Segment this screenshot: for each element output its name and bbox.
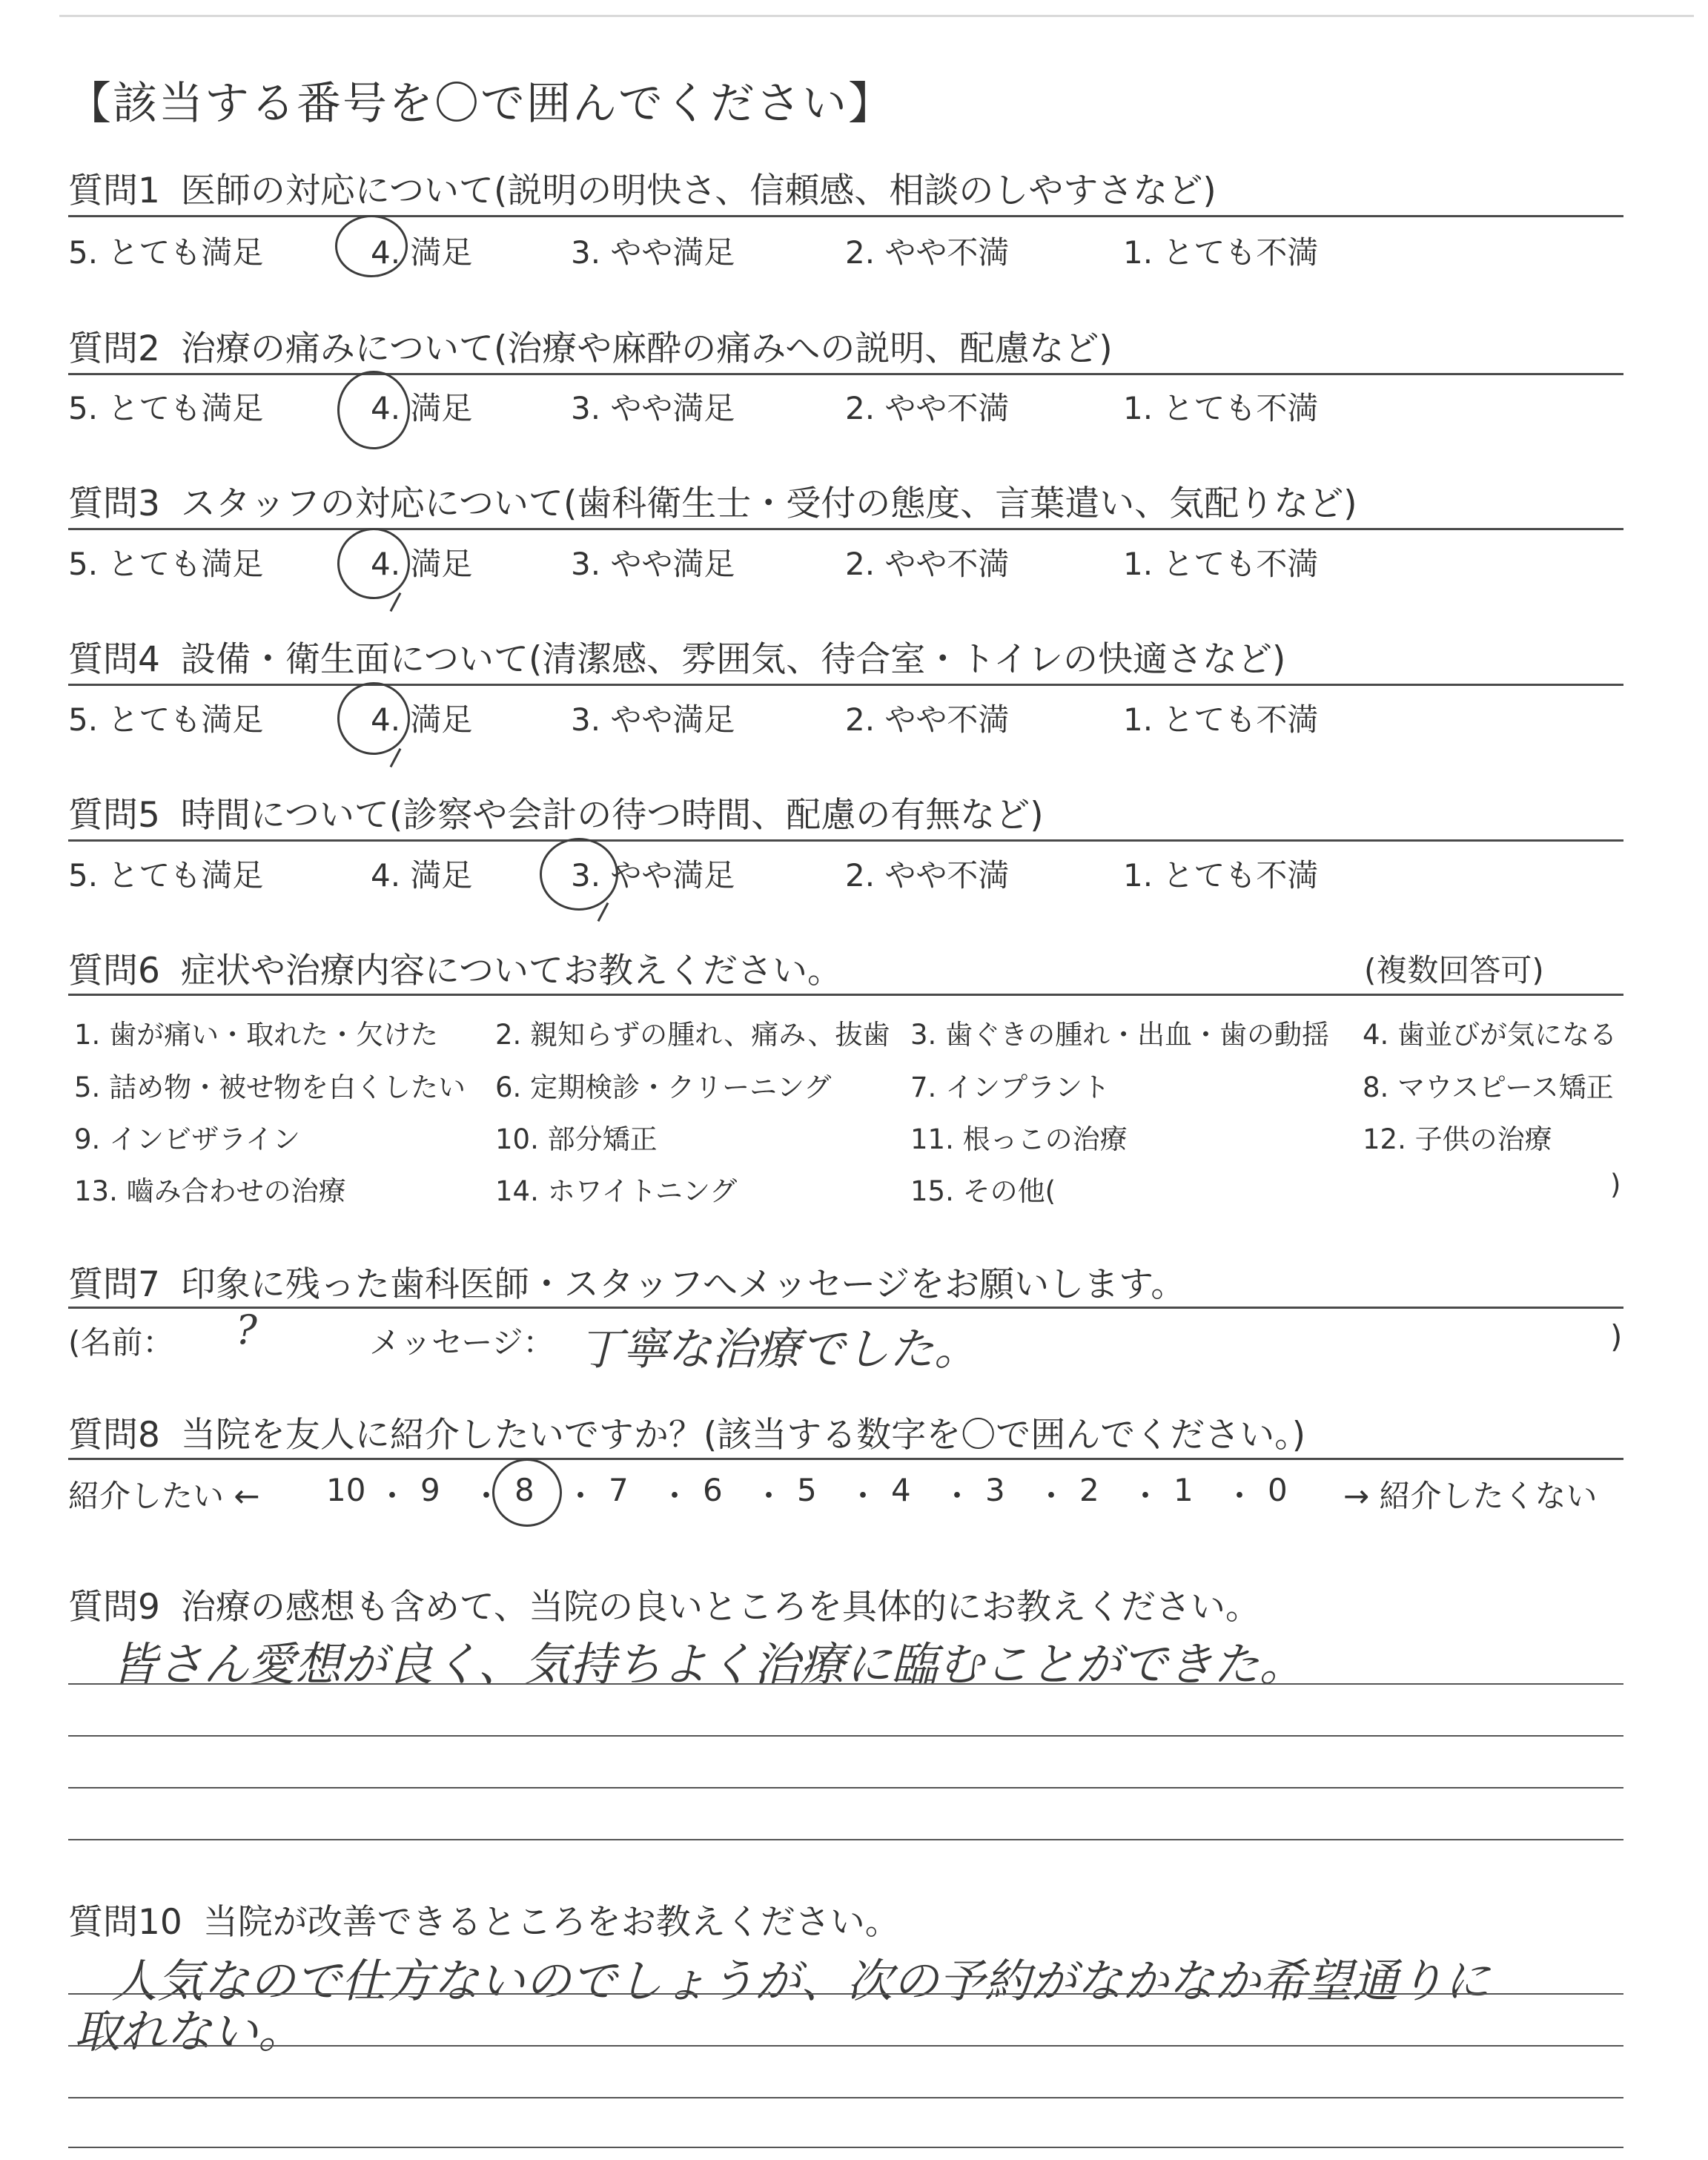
q8-scale-separator: ・ (471, 1478, 503, 1514)
q6-option-4[interactable]: 4. 歯並びが気になる (1363, 1019, 1618, 1051)
q2-option-4[interactable]: 4. 満足 (371, 390, 473, 426)
q6-option-14[interactable]: 14. ホワイトニング (495, 1175, 738, 1207)
q5-option-4[interactable]: 4. 満足 (371, 857, 473, 894)
q10-line-2 (68, 2045, 1623, 2047)
q3-option-2[interactable]: 2. やや不満 (845, 546, 1010, 582)
q6-option-11[interactable]: 11. 根っこの治療 (910, 1123, 1128, 1155)
q5-selection-circle (540, 838, 618, 911)
form-header: 【該当する番号を〇で囲んでください】 (67, 78, 894, 130)
q10-answer-line-1[interactable]: 人気なので仕方ないのでしょうが、次の予約がなかなか希望通りに (111, 1954, 1491, 2008)
question-4-rule (68, 684, 1623, 686)
q7-message-value[interactable]: 丁寧な治療でした。 (578, 1324, 979, 1375)
q1-option-3[interactable]: 3. やや満足 (571, 234, 735, 271)
question-1-title: 質問1 医師の対応について(説明の明快さ、信頼感、相談のしやすさなど) (68, 171, 1217, 211)
q1-option-5[interactable]: 5. とても満足 (68, 234, 264, 271)
q2-option-1[interactable]: 1. とても不満 (1123, 390, 1319, 426)
q1-option-1[interactable]: 1. とても不満 (1123, 234, 1319, 271)
q8-scale-value-0[interactable]: 0 (1268, 1472, 1288, 1508)
q10-line-3 (68, 2097, 1623, 2098)
q4-option-4[interactable]: 4. 満足 (371, 701, 473, 738)
q8-scale-value-2[interactable]: 2 (1079, 1472, 1099, 1508)
q8-left-label: 紹介したい ← (68, 1478, 260, 1514)
q1-selection-circle (335, 215, 408, 277)
q3-circle-tail (390, 592, 402, 612)
q8-scale-separator: ・ (377, 1478, 408, 1514)
q2-option-5[interactable]: 5. とても満足 (68, 390, 264, 426)
q8-scale-value-4[interactable]: 4 (891, 1472, 911, 1508)
q4-option-1[interactable]: 1. とても不満 (1123, 701, 1319, 738)
q8-scale-separator: ・ (847, 1478, 879, 1514)
q6-multiple-note: (複数回答可) (1364, 952, 1544, 988)
q8-scale-value-1[interactable]: 1 (1174, 1472, 1194, 1508)
question-7-title: 質問7 印象に残った歯科医師・スタッフへメッセージをお願いします。 (68, 1264, 1186, 1305)
q8-scale-separator: ・ (565, 1478, 597, 1514)
q6-option-13[interactable]: 13. 嚙み合わせの治療 (74, 1175, 346, 1207)
q4-option-5[interactable]: 5. とても満足 (68, 701, 264, 738)
q2-selection-circle (337, 371, 410, 449)
q6-option-15[interactable]: 15. その他( (910, 1175, 1056, 1207)
q8-scale-value-8[interactable]: 8 (514, 1472, 534, 1508)
q4-circle-tail (390, 748, 402, 767)
q8-scale-value-6[interactable]: 6 (703, 1472, 723, 1508)
q6-option-1[interactable]: 1. 歯が痛い・取れた・欠けた (74, 1019, 439, 1051)
q9-answer[interactable]: 皆さん愛想が良く、気持ちよく治療に臨むことができた。 (111, 1637, 1305, 1691)
q5-option-3[interactable]: 3. やや満足 (571, 857, 735, 894)
q5-option-1[interactable]: 1. とても不満 (1123, 857, 1319, 894)
question-8-title: 質問8 当院を友人に紹介したいですか？(該当する数字を〇で囲んでください。) (68, 1415, 1306, 1456)
q3-option-3[interactable]: 3. やや満足 (571, 546, 735, 582)
q4-option-2[interactable]: 2. やや不満 (845, 701, 1010, 738)
q3-option-4[interactable]: 4. 満足 (371, 546, 473, 582)
q1-option-2[interactable]: 2. やや不満 (845, 234, 1010, 271)
q3-selection-circle (337, 528, 410, 599)
q9-line-3 (68, 1787, 1623, 1789)
q6-option-5[interactable]: 5. 詰め物・被せ物を白くしたい (74, 1071, 466, 1103)
q8-scale-separator: ・ (659, 1478, 691, 1514)
question-5-rule (68, 839, 1623, 842)
question-10-title: 質問10 当院が改善できるところをお教えください。 (68, 1902, 900, 1943)
q1-option-4[interactable]: 4. 満足 (371, 234, 473, 271)
q8-scale-separator: ・ (1224, 1478, 1256, 1514)
q3-option-5[interactable]: 5. とても満足 (68, 546, 264, 582)
question-5-title: 質問5 時間について(診察や会計の待つ時間、配慮の有無など) (68, 795, 1044, 836)
question-9-title: 質問9 治療の感想も含めて、当院の良いところを具体的にお教えください。 (68, 1587, 1260, 1628)
q8-scale-value-9[interactable]: 9 (420, 1472, 440, 1508)
q8-scale-value-7[interactable]: 7 (609, 1472, 629, 1508)
q8-scale-separator: ・ (753, 1478, 785, 1514)
q2-option-3[interactable]: 3. やや満足 (571, 390, 735, 426)
q6-option-8[interactable]: 8. マウスピース矯正 (1363, 1071, 1614, 1103)
q10-answer-line-2[interactable]: 取れない。 (74, 2004, 305, 2058)
q4-option-3[interactable]: 3. やや満足 (571, 701, 735, 738)
q6-option-2[interactable]: 2. 親知らずの腫れ、痛み、抜歯 (495, 1019, 890, 1051)
question-4-title: 質問4 設備・衛生面について(清潔感、雰囲気、待合室・トイレの快適さなど) (68, 639, 1286, 680)
question-6-rule (68, 994, 1623, 996)
q9-line-4 (68, 1839, 1623, 1840)
q8-scale-value-5[interactable]: 5 (797, 1472, 817, 1508)
q9-line-1 (68, 1683, 1623, 1685)
question-8-rule (68, 1458, 1623, 1460)
q6-option-7[interactable]: 7. インプラント (910, 1071, 1110, 1103)
q10-line-4 (68, 2147, 1623, 2148)
q7-name-label: (名前： (68, 1324, 174, 1361)
question-6-title: 質問6 症状や治療内容についてお教えください。 (68, 951, 842, 991)
question-7-rule (68, 1307, 1623, 1309)
question-3-rule (68, 528, 1623, 530)
q6-option-3[interactable]: 3. 歯ぐきの腫れ・出血・歯の動揺 (910, 1019, 1330, 1051)
q6-option-6[interactable]: 6. 定期検診・クリーニング (495, 1071, 832, 1103)
q6-option-15-close: ) (1610, 1169, 1621, 1200)
q8-scale-value-10[interactable]: 10 (326, 1472, 366, 1508)
question-2-rule (68, 373, 1623, 375)
question-1-rule (68, 215, 1623, 217)
q9-line-2 (68, 1735, 1623, 1737)
q5-option-5[interactable]: 5. とても満足 (68, 857, 264, 894)
question-3-title: 質問3 スタッフの対応について(歯科衛生士・受付の態度、言葉遣い、気配りなど) (68, 483, 1357, 524)
q4-selection-circle (337, 682, 410, 755)
q8-scale-separator: ・ (941, 1478, 973, 1514)
question-2-title: 質問2 治療の痛みについて(治療や麻酔の痛みへの説明、配慮など) (68, 328, 1113, 369)
q8-selection-circle (492, 1459, 562, 1527)
q5-option-2[interactable]: 2. やや不満 (845, 857, 1010, 894)
q7-close: ) (1610, 1318, 1623, 1355)
q2-option-2[interactable]: 2. やや不満 (845, 390, 1010, 426)
q7-message-label: メッセージ： (369, 1324, 555, 1361)
q8-scale-separator: ・ (1130, 1478, 1162, 1514)
q6-option-9[interactable]: 9. インビザライン (74, 1123, 300, 1155)
q8-right-label: → 紹介したくない (1343, 1478, 1598, 1514)
q8-scale-value-3[interactable]: 3 (985, 1472, 1005, 1508)
q6-option-10[interactable]: 10. 部分矯正 (495, 1123, 658, 1155)
q8-scale-separator: ・ (1036, 1478, 1068, 1514)
q3-option-1[interactable]: 1. とても不満 (1123, 546, 1319, 582)
q8-scale (326, 1472, 1312, 1516)
top-border (59, 15, 1694, 17)
q6-option-12[interactable]: 12. 子供の治療 (1363, 1123, 1552, 1155)
q7-name-value[interactable]: ? (236, 1307, 257, 1353)
